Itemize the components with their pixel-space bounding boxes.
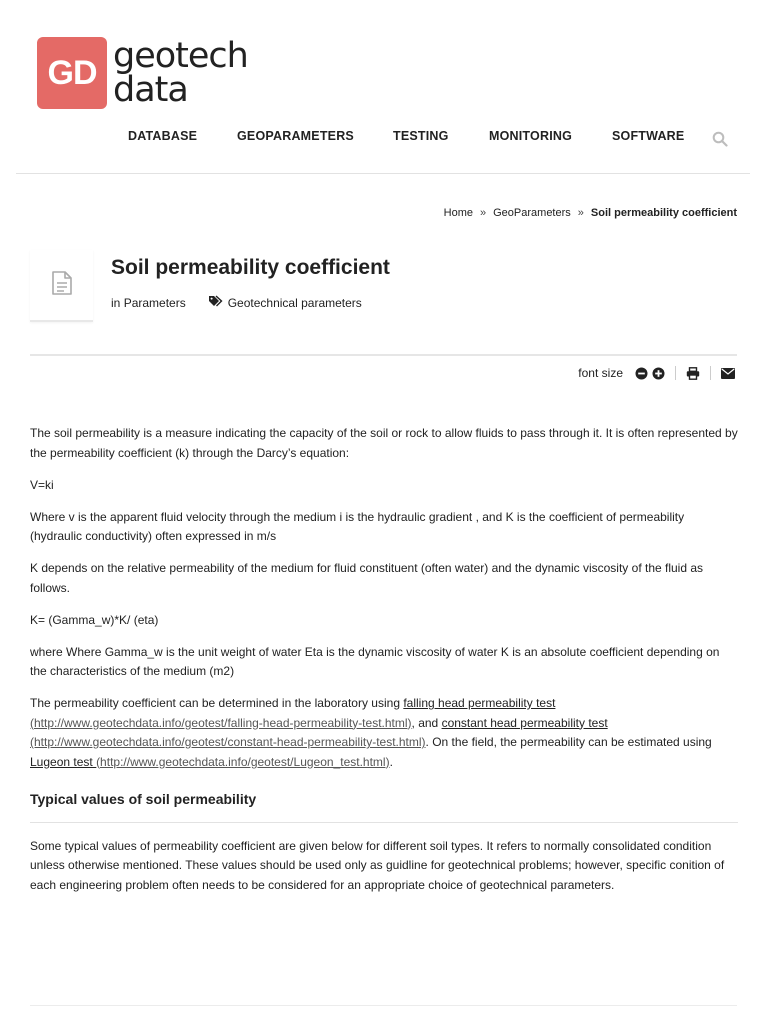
font-increase-icon[interactable] [652, 367, 665, 380]
text-fragment: . On the field, the permeability can be estimated using [425, 735, 712, 749]
falling-head-test-url[interactable]: (http://www.geotechdata.info/geotest/falling-head-permeability-test.html) [30, 715, 412, 730]
nav-item-geoparameters[interactable]: GEOPARAMETERS [237, 129, 354, 143]
constant-head-test-link[interactable]: constant head permeability test [441, 715, 608, 730]
breadcrumb-separator: » [577, 207, 584, 219]
lugeon-test-link[interactable]: Lugeon test [30, 754, 97, 769]
bottom-divider [30, 1005, 737, 1006]
category-link[interactable]: Parameters [123, 295, 186, 310]
tools-divider [675, 366, 676, 380]
font-size-label: font size [578, 366, 623, 380]
text-fragment: , and [411, 715, 442, 730]
logo-line-2: data [113, 70, 188, 110]
article-format-icon-box [30, 250, 93, 322]
print-icon[interactable] [686, 367, 700, 380]
logo-wordmark [113, 36, 248, 110]
constant-head-test-url[interactable]: (http://www.geotechdata.info/geotest/constant-head-permeability-test.html) [30, 735, 426, 749]
article-body [30, 424, 738, 908]
paragraph-lab-methods [30, 694, 738, 772]
logo-line-1: geotech [113, 36, 248, 76]
paragraph: The soil permeability is a measure indicating the capacity of the soil or rock to allow fluids to pass through it. It is often represented by the permeability coefficient (k) through the Darcy’s equation: [30, 426, 738, 460]
font-decrease-icon[interactable] [635, 367, 648, 380]
document-icon [51, 270, 73, 301]
site-logo[interactable] [37, 37, 248, 109]
falling-head-test-link[interactable]: falling head permeability test [403, 696, 556, 710]
breadcrumb [444, 207, 737, 219]
search-icon[interactable] [712, 131, 728, 147]
text-fragment: The permeability coefficient can be determined in the laboratory using [30, 696, 404, 710]
section-heading: Typical values of soil permeability [30, 790, 738, 823]
equation-permeability: K= (Gamma_w)*K/ (eta) [30, 612, 159, 627]
nav-item-monitoring[interactable]: MONITORING [489, 129, 573, 143]
paragraph: where Where Gamma_w is the unit weight of water Eta is the dynamic viscosity of water K is an absolute coefficient depending on the characteristics of the medium (m2) [30, 644, 720, 678]
article-divider [30, 354, 737, 356]
paragraph: Some typical values of permeability coefficient are given below for different soil types. It refers to normally consolidated condition unless otherwise mentioned. These values should be used only as guidline for geotechnical problems; however, specific conition of each engineering problem often needs to be considered for an appropriate choice of geotechnical parameters. [30, 838, 725, 892]
tag-link[interactable]: Geotechnical parameters [227, 295, 362, 310]
breadcrumb-current: Soil permeability coefficient [590, 207, 737, 219]
header-divider [16, 173, 750, 174]
page-title: Soil permeability coefficient [111, 256, 390, 279]
text-fragment: . [389, 754, 393, 769]
nav-item-testing[interactable]: TESTING [393, 129, 449, 143]
category-prefix: in [111, 295, 121, 310]
main-nav [128, 129, 768, 147]
paragraph: K depends on the relative permeability of the medium for fluid constituent (often water) and the dynamic viscosity of the fluid as follows. [30, 561, 704, 595]
email-icon[interactable] [721, 368, 735, 379]
nav-item-software[interactable]: SOFTWARE [612, 129, 685, 143]
article-tools [578, 366, 737, 380]
paragraph: Where v is the apparent fluid velocity through the medium i is the hydraulic gradient , and K is the coefficient of permeability (hydraulic conductivity) often expressed in m/s [30, 509, 685, 543]
breadcrumb-geoparameters[interactable]: GeoParameters [493, 207, 571, 219]
article-meta [111, 295, 362, 310]
breadcrumb-home[interactable]: Home [443, 207, 473, 219]
breadcrumb-separator: » [480, 207, 487, 219]
tools-divider [710, 366, 711, 380]
nav-item-database[interactable]: DATABASE [128, 129, 198, 143]
lugeon-test-url[interactable]: (http://www.geotechdata.info/geotest/Lugeon_test.html) [96, 754, 390, 769]
tags-icon [208, 295, 223, 310]
logo-badge: GD [37, 37, 107, 109]
equation-darcy: V=ki [30, 477, 54, 492]
